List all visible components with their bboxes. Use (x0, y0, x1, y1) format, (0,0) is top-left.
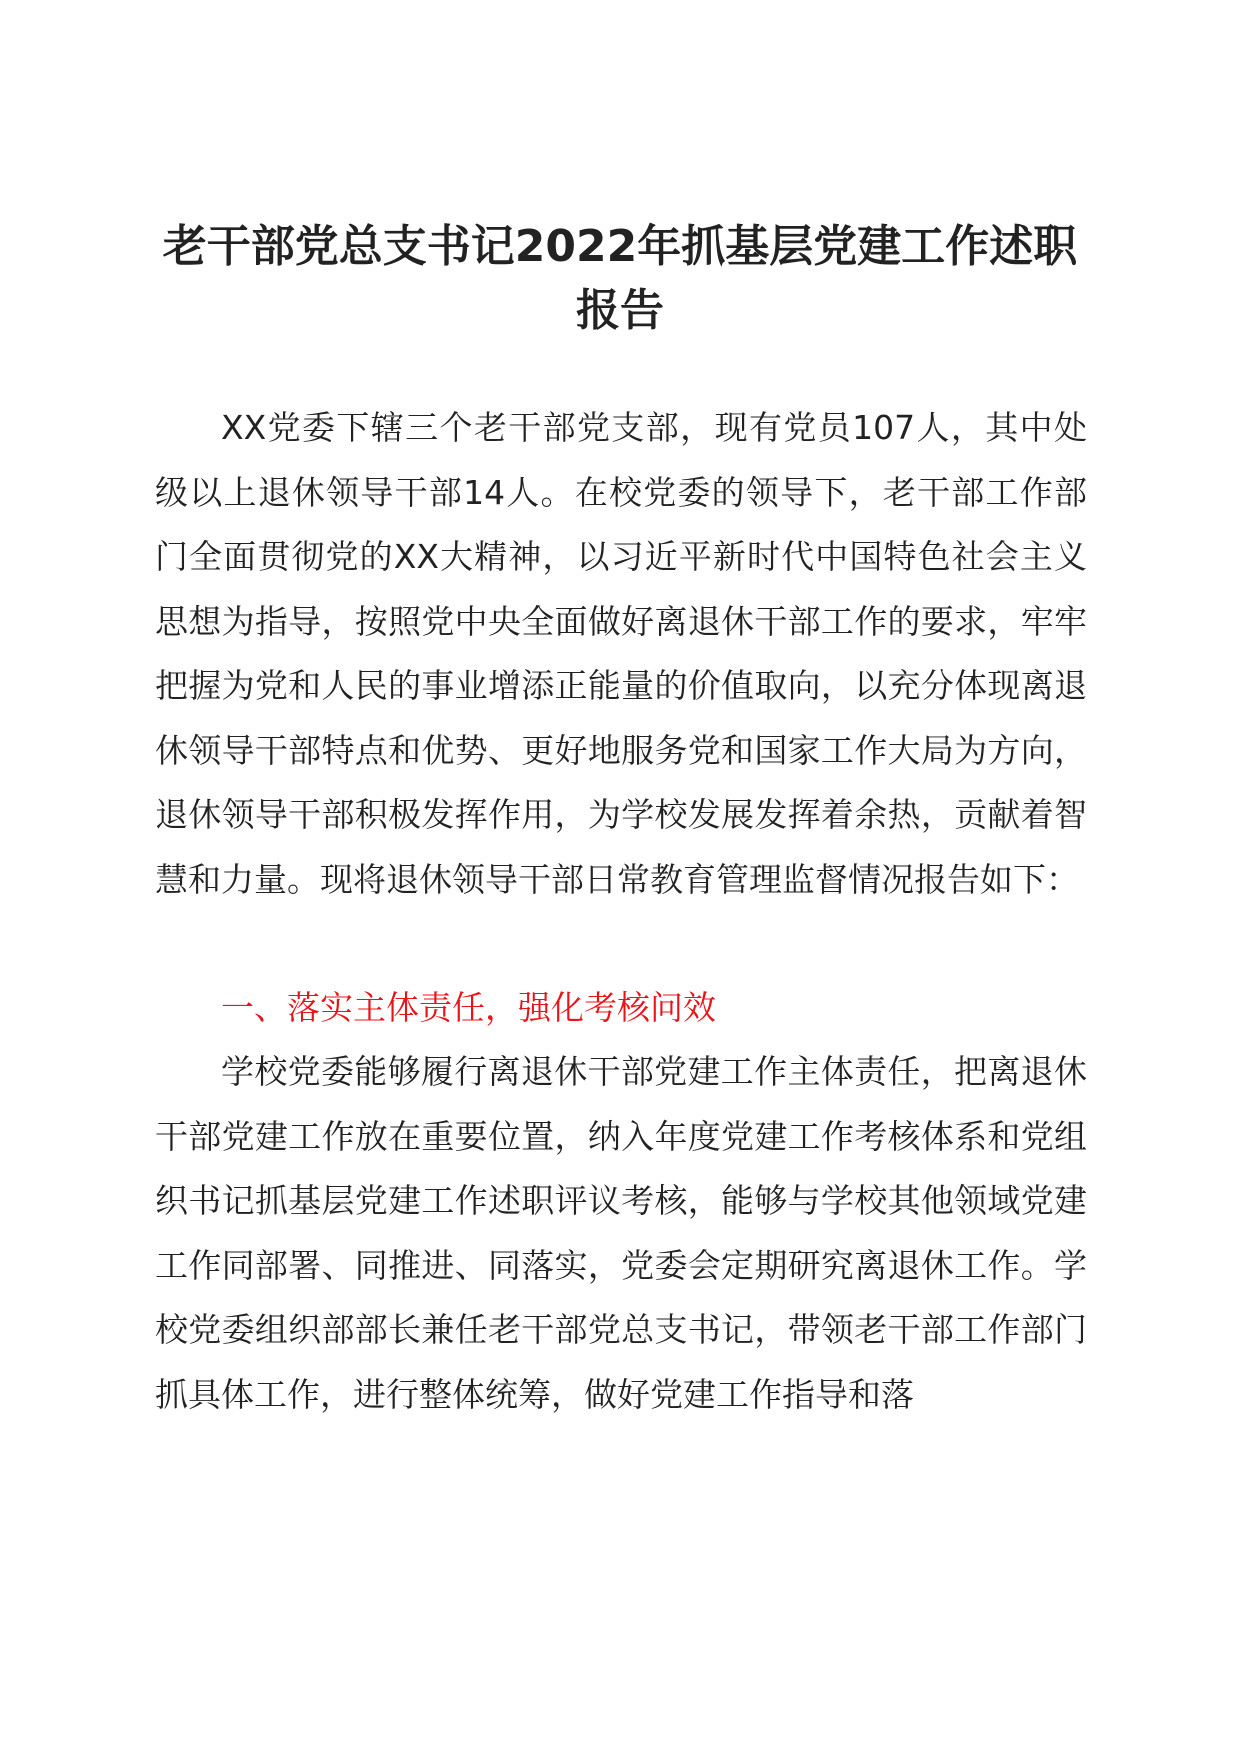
document-title: 老干部党总支书记2022年抓基层党建工作述职报告 (162, 221, 1078, 336)
section-heading: 一、落实主体责任，强化考核问效 (221, 988, 716, 1027)
section-paragraph: 学校党委能够履行离退休干部党建工作主体责任，把离退休干部党建工作放在重要位置，纳入年度党建工作考核体系和党组织书记抓基层党建工作述职评议考核，能够与学校其他领域党建工作同部署、同推进、同落实，党委会定期研究离退休工作。学校党委组织部部长兼任老干部党总支书记，带领老干部工作部门抓具体工作，进行整体统筹，做好党建工作指导和落 (155, 1052, 1087, 1414)
intro-paragraph: XX党委下辖三个老干部党支部，现有党员107人，其中处级以上退休领导干部14人。在校党委的领导下，老干部工作部门全面贯彻党的XX大精神，以习近平新时代中国特色社会主义思想为指导，按照党中央全面做好离退休干部工作的要求，牢牢把握为党和人民的事业增添正能量的价值取向，以充分体现离退休领导干部特点和优势、更好地服务党和国家工作大局为方向，退休领导干部积极发挥作用，为学校发展发挥着余热，贡献着智慧和力量。现将退休领导干部日常教育管理监督情况报告如下： (155, 408, 1087, 899)
